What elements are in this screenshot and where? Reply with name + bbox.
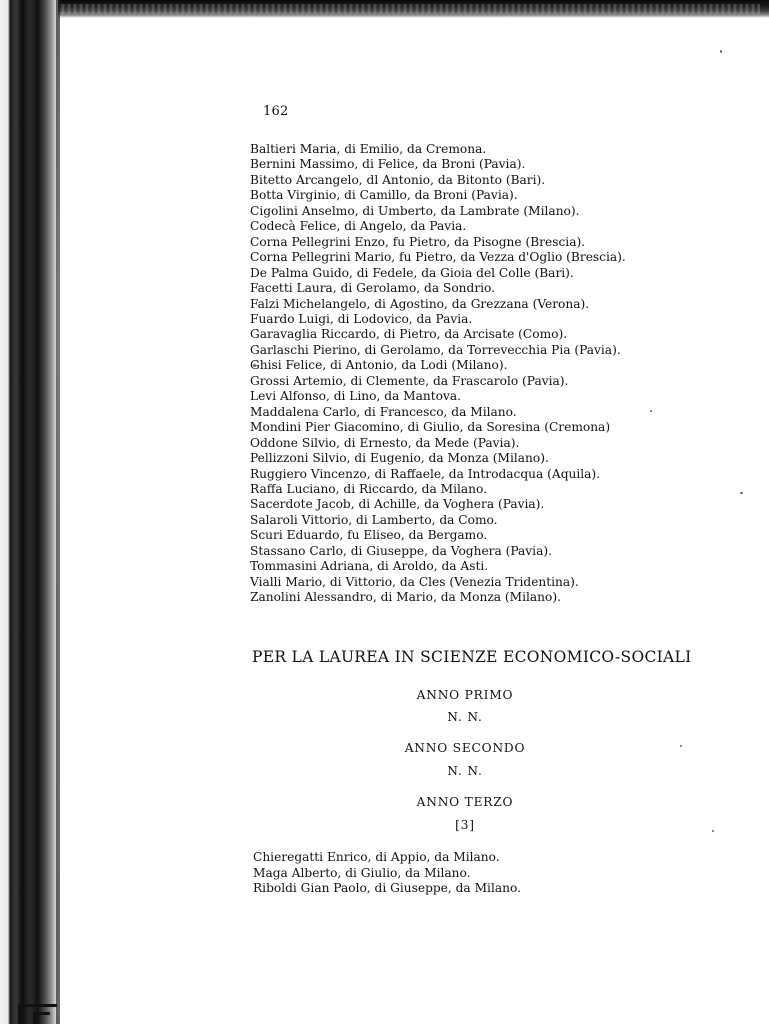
- year-heading: ANNO PRIMO: [416, 688, 514, 702]
- list-item: Raffa Luciano, di Riccardo, da Milano.: [250, 481, 487, 496]
- list-item: Falzi Michelangelo, di Agostino, da Grezzana (Verona).: [250, 296, 590, 311]
- list-item: Mondini Pier Giacomino, di Giulio, da Soresina (Cremona): [250, 420, 611, 435]
- list-item: Facetti Laura, di Gerolamo, da Sondrio.: [250, 281, 496, 296]
- list-item: Maga Alberto, di Giulio, da Milano.: [253, 865, 471, 880]
- list-item: De Palma Guido, di Fedele, da Gioia del Colle (Bari).: [250, 265, 574, 280]
- list-item: Garlaschi Pierino, di Gerolamo, da Torrevecchia Pia (Pavia).: [250, 342, 621, 357]
- list-item: Sacerdote Jacob, di Achille, da Voghera (Pavia).: [250, 497, 545, 512]
- list-item: Scuri Eduardo, fu Eliseo, da Bergamo.: [250, 528, 488, 543]
- page-number: 162: [263, 104, 289, 119]
- list-item: Zanolini Alessandro, di Mario, da Monza (Milano).: [250, 590, 561, 605]
- list-item: Ruggiero Vincenzo, di Raffaele, da Introdacqua (Aquila).: [250, 466, 601, 481]
- list-item: Oddone Silvio, di Ernesto, da Mede (Pavia).: [250, 435, 520, 450]
- list-item: Baltieri Maria, di Emilio, da Cremona.: [250, 142, 487, 156]
- list-item: Grossi Artemio, di Clemente, da Frascarolo (Pavia).: [250, 373, 569, 388]
- list-item: Garavaglia Riccardo, di Pietro, da Arcisate (Como).: [250, 327, 568, 342]
- year-note: N. N.: [447, 710, 483, 724]
- third-year-students-list: [253, 850, 723, 897]
- list-item: Corna Pellegrini Enzo, fu Pietro, da Pisogne (Brescia).: [250, 234, 586, 249]
- list-item: Fuardo Luigi, di Lodovico, da Pavia.: [250, 311, 473, 326]
- students-list: [250, 142, 720, 606]
- list-item: Corna Pellegrini Mario, fu Pietro, da Vezza d'Oglio (Brescia).: [250, 250, 626, 265]
- year-heading: ANNO SECONDO: [404, 741, 526, 755]
- list-item: Stassano Carlo, di Giuseppe, da Voghera (Pavia).: [250, 543, 552, 558]
- section-title: PER LA LAUREA IN SCIENZE ECONOMICO-SOCIALI: [252, 648, 692, 666]
- list-item: Bitetto Arcangelo, dl Antonio, da Bitonto (Bari).: [250, 172, 546, 187]
- list-item: Salaroli Vittorio, di Lamberto, da Como.: [250, 512, 498, 527]
- list-item: Pellizzoni Silvio, di Eugenio, da Monza (Milano).: [250, 451, 549, 466]
- list-item: Bernini Massimo, di Felice, da Broni (Pavia).: [250, 157, 526, 172]
- year-note: [3]: [455, 818, 475, 832]
- list-item: Cigolini Anselmo, di Umberto, da Lambrate (Milano).: [250, 203, 580, 218]
- list-item: Levi Alfonso, di Lino, da Mantova.: [250, 389, 461, 404]
- list-item: Tommasini Adriana, di Aroldo, da Asti.: [250, 559, 489, 574]
- list-item: Ghisi Felice, di Antonio, da Lodi (Milano).: [250, 358, 508, 373]
- year-heading: ANNO TERZO: [416, 795, 514, 809]
- list-item: Botta Virginio, di Camillo, da Broni (Pavia).: [250, 188, 518, 203]
- list-item: Maddalena Carlo, di Francesco, da Milano.: [250, 404, 517, 419]
- list-item: Codecà Felice, di Angelo, da Pavia.: [250, 219, 467, 234]
- list-item: Vialli Mario, di Vittorio, da Cles (Venezia Tridentina).: [250, 574, 579, 589]
- list-item: Riboldi Gian Paolo, di Giuseppe, da Milano.: [253, 881, 521, 896]
- list-item: Chieregatti Enrico, di Appio, da Milano.: [253, 850, 500, 864]
- year-note: N. N.: [447, 764, 483, 778]
